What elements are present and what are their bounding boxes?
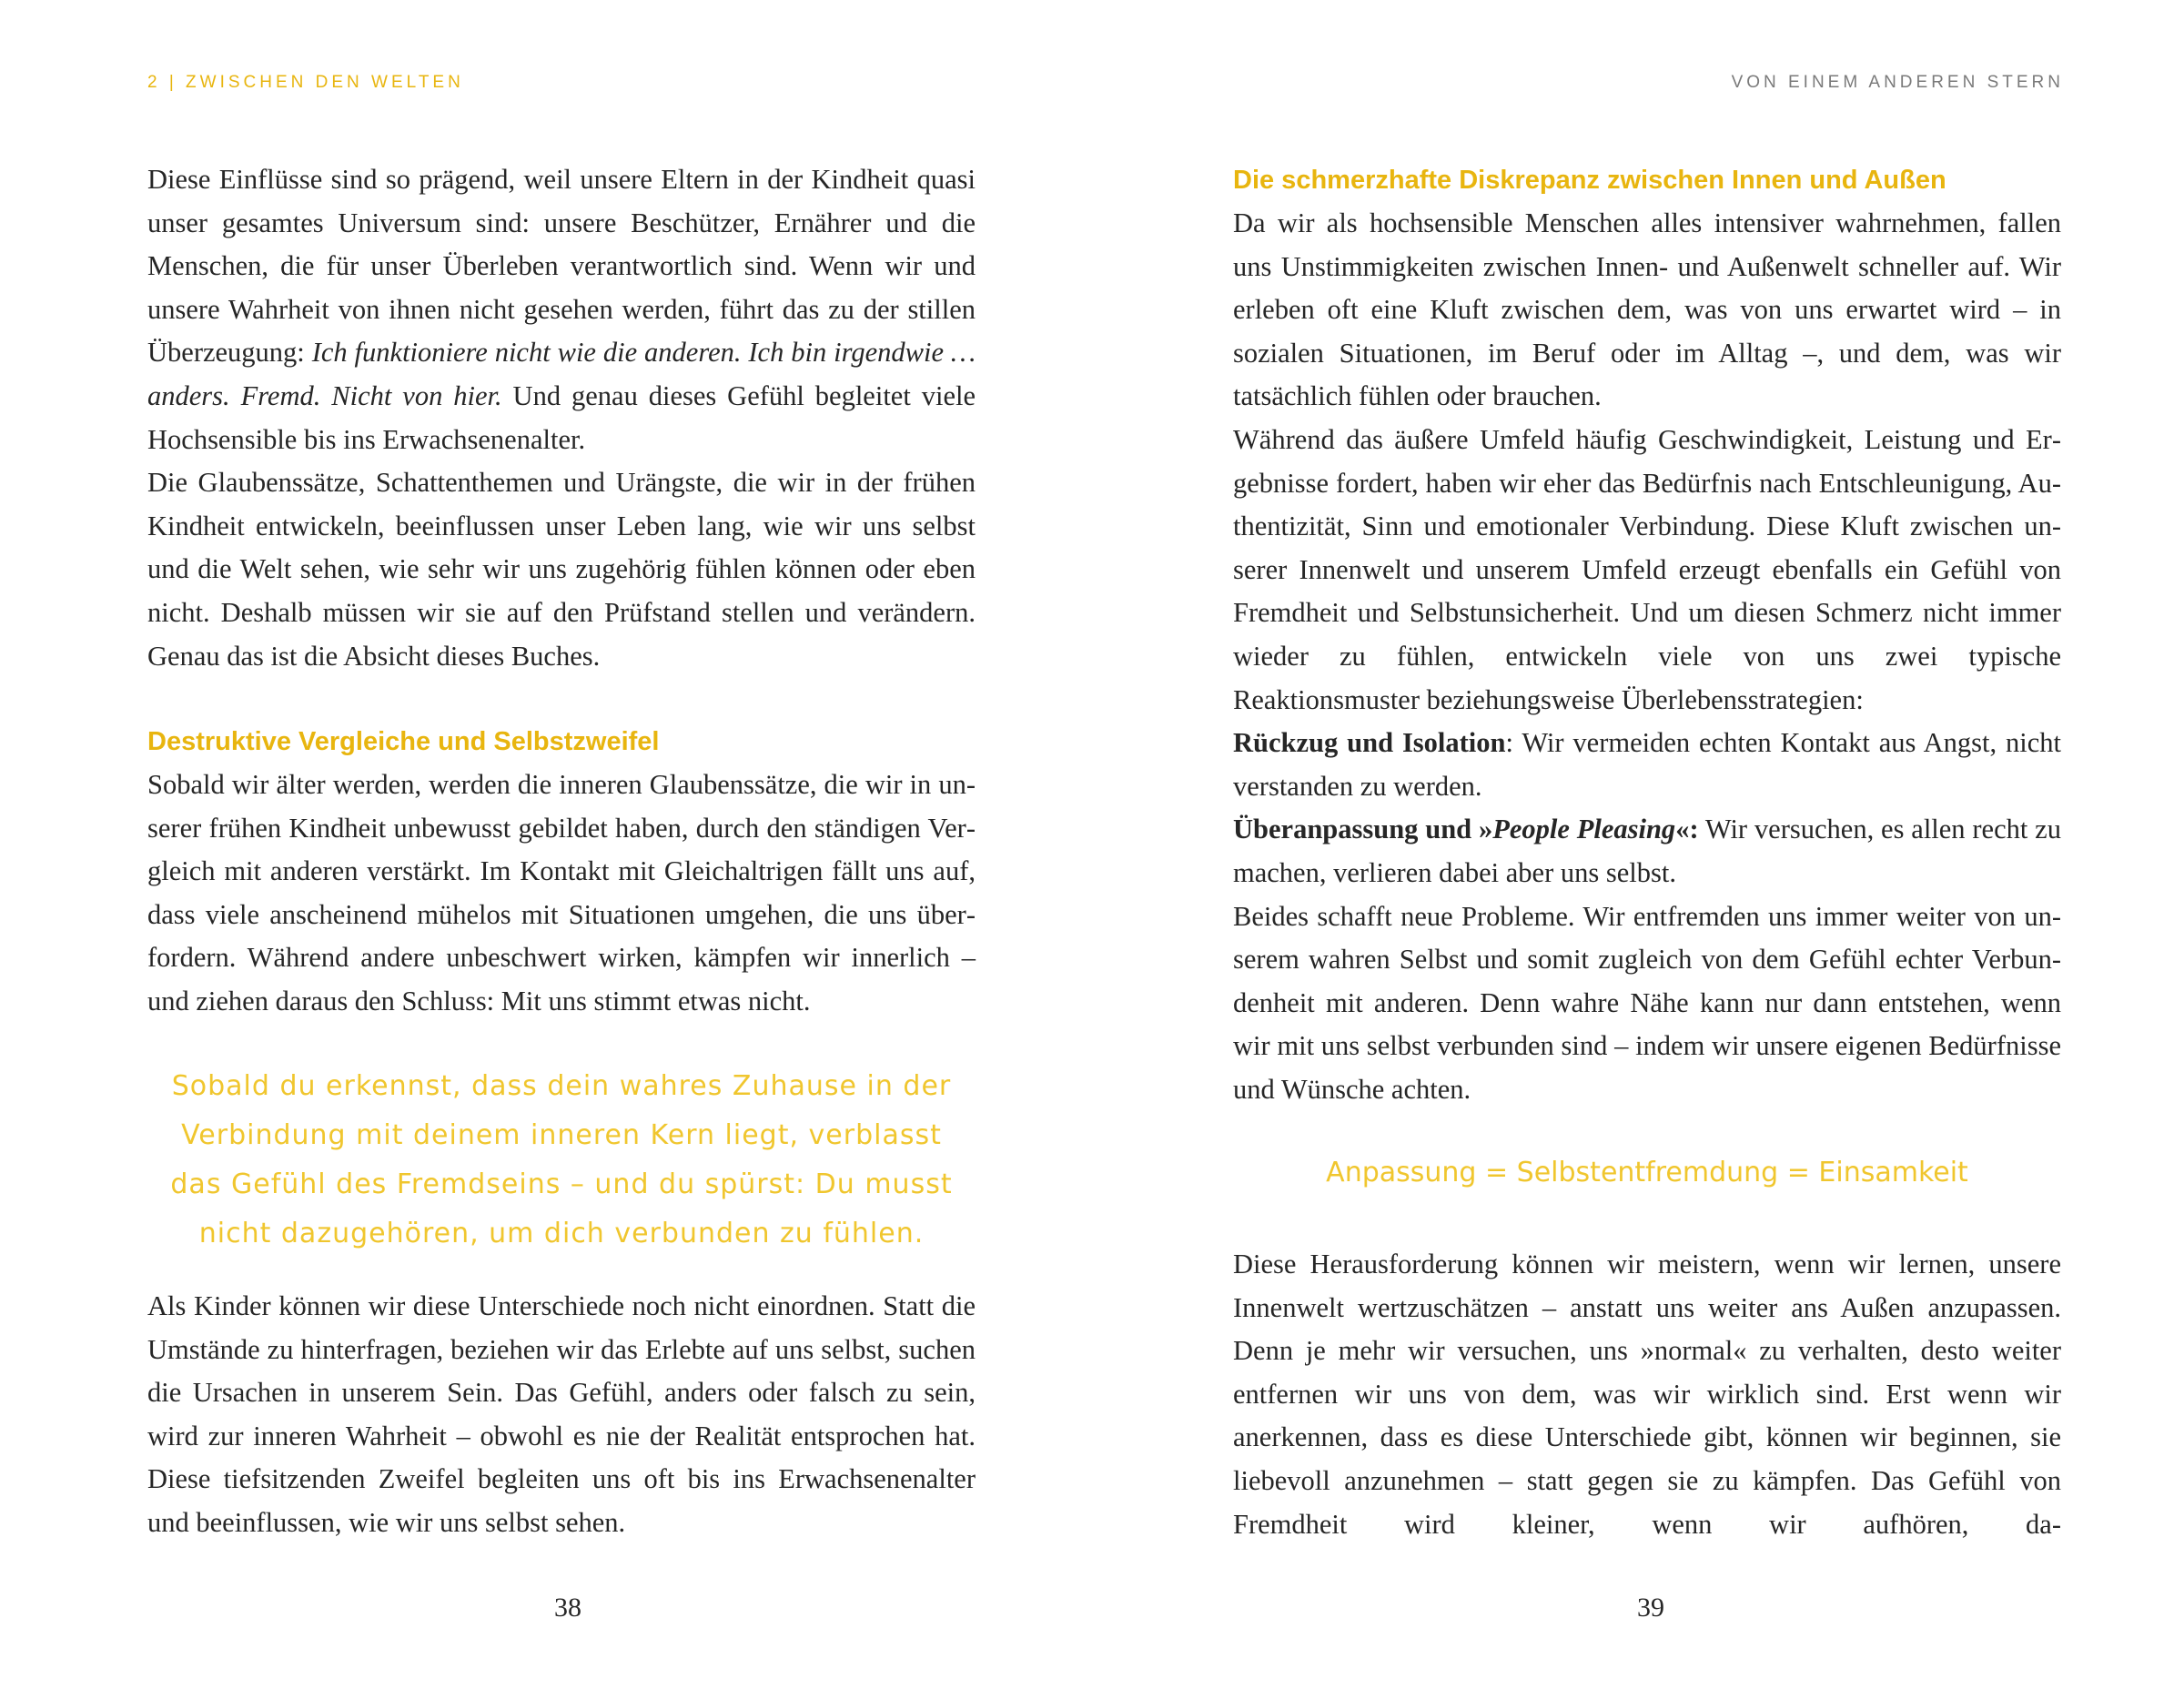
paragraph: Als Kinder können wir diese Unterschiede noch nicht einordnen. Statt die Umstände zu hinterfragen, beziehen wir das Erlebte auf uns selbst, suchen die Ursachen in unserem Sein. Das Gefühl, anders oder falsch zu sein, wird zur inneren Wahrheit – obwohl es nie der Realität entsprochen hat. Diese tiefsitzenden Zweifel begleiten uns oft bis ins Erwachsenenalter und beeinflussen, wie wir uns selbst sehen. [147,1290,976,1538]
left-text-column-bottom [147,1285,976,1545]
paragraph: Diese Herausforderung können wir meistern, wenn wir lernen, unsere Innenwelt wertzuschätzen – anstatt uns weiter ans Außen anzupassen. Denn je mehr wir versuchen, uns »normal« zu verhalten, desto weiter entfernen wir uns von dem, was wir wirklich sind. Erst wenn wir anerkennen, dass es diese Unterschiede gibt, können wir beginnen, sie liebevoll anzunehmen – statt gegen sie zu kämpfen. Das Gefühl von Fremdheit wird kleiner, wenn wir aufhören, da- [1233,1249,2061,1540]
pull-quote [147,1062,976,1259]
paragraph-text: Diese Einflüsse sind so prägend, weil unsere Eltern in der Kindheit quasi unser gesamtes Universum sind: unsere Beschützer, Ernährer und die Menschen, die für unser Überleben verantwortlich sind. Wenn wir und unsere Wahrheit von ihnen nicht gesehen werden, führt das zu der stillen Überzeugung: [147,164,976,369]
section-heading: Destruktive Vergleiche und Selbstzweifel [147,727,660,756]
list-item [1233,722,2061,808]
quote-line: nicht dazugehören, um dich verbunden zu fühlen. [198,1218,925,1249]
left-section [147,720,976,1024]
bold-italic-term: People Pleasing [1492,814,1676,845]
list-item-text: Wir versuchen, es allen recht zu machen, verlieren dabei aber uns selbst. [1233,814,2061,888]
list-item [1233,808,2061,895]
paragraph-text: Und genau dieses Gefühl begleitet viele Hochsensible bis ins Erwachsenenalter. [147,379,976,455]
paragraph: Sobald wir älter werden, werden die inneren Glaubenssätze, die wir in unserer frühen Kindheit unbewusst gebildet haben, durch den ständigen Vergleich mit anderen verstärkt. Im Kontakt mit Gleichaltrigen fällt uns auf, dass viele anscheinend mühelos mit Situationen umgehen, die uns überfordern. Während andere unbeschwert wirken, kämpfen wir innerlich – und ziehen daraus den Schluss: Mit uns stimmt etwas nicht. [147,769,976,1016]
paragraph: Beides schafft neue Probleme. Wir entfremden uns immer weiter von unserem wahren Selbst und somit zugleich von dem Gefühl echter Verbundenheit mit anderen. Denn wahre Nähe kann nur dann entstehen, wenn wir mit uns selbst verbunden sind – indem wir unsere eigenen Bedürfnisse und Wünsche achten. [1233,900,2061,1105]
bold-term: Rückzug und Isolation [1233,727,1506,759]
right-page [1092,0,2184,1699]
quote-line: das Gefühl des Fremdseins – und du spürst: Du musst [170,1168,953,1200]
italic-text: Ich funktioniere nicht wie die anderen. Ich bin irgendwie … anders. Fremd. Nicht von hier. [147,337,976,411]
paragraph: Die Glaubenssätze, Schattenthemen und Urängste, die wir in der frühen Kindheit entwickeln, beeinflussen unser Leben lang, wie wir uns selbst und die Welt sehen, wie sehr wir uns zugehörig fühlen können oder eben nicht. Deshalb müssen wir sie auf den Prüfstand stellen und verändern. Genau das ist die Absicht dieses Buches. [147,467,976,672]
left-text-column [147,158,976,678]
page-number: 38 [554,1593,581,1623]
section-heading: Die schmerzhafte Diskrepanz zwischen Innen und Außen [1233,166,1946,195]
paragraph: Während das äußere Umfeld häufig Geschwindigkeit, Leistung und Ergebnisse fordert, haben wir eher das Bedürfnis nach Entschleunigung, Authentizität, Sinn und emotionaler Verbindung. Diese Kluft zwischen unserer Innenwelt und unserem Umfeld erzeugt ebenfalls ein Gefühl von Fremdheit und Selbstunsicherheit. Und um diesen Schmerz nicht immer wieder zu fühlen, entwickeln viele von uns zwei typische Reaktionsmuster beziehungsweise Überlebensstrategien: [1233,423,2061,715]
quote-line: Sobald du erkennst, dass dein wahres Zuhause in der [171,1070,952,1102]
paragraph: Da wir als hochsensible Menschen alles intensiver wahrnehmen, fallen uns Unstimmigkeiten zwischen Innen- und Außenwelt schneller auf. Wir erleben oft eine Kluft zwischen dem, was von uns erwartet wird – in sozialen Situationen, im Beruf oder im Alltag –, und dem, was wir tatsächlich fühlen oder brauchen. [1233,207,2061,412]
page-number: 39 [1637,1593,1664,1623]
equation-line: Anpassung = Selbstentfremdung = Einsamkeit [1326,1157,1968,1188]
bold-term: Überanpassung und »People Pleasing«: [1233,814,1699,845]
running-head-right: VON EINEM ANDEREN STERN [1731,73,2064,92]
quote-line: Verbindung mit deinem inneren Kern liegt, verblasst [181,1119,942,1151]
running-head-left: 2 | ZWISCHEN DEN WELTEN [147,73,464,92]
right-text-column-bottom [1233,1243,2061,1546]
paragraph [147,158,976,461]
list-item-text: : Wir vermeiden echten Kontakt aus Angst, nicht verstanden zu werden. [1233,727,2061,802]
right-text-column [1233,158,2061,1111]
